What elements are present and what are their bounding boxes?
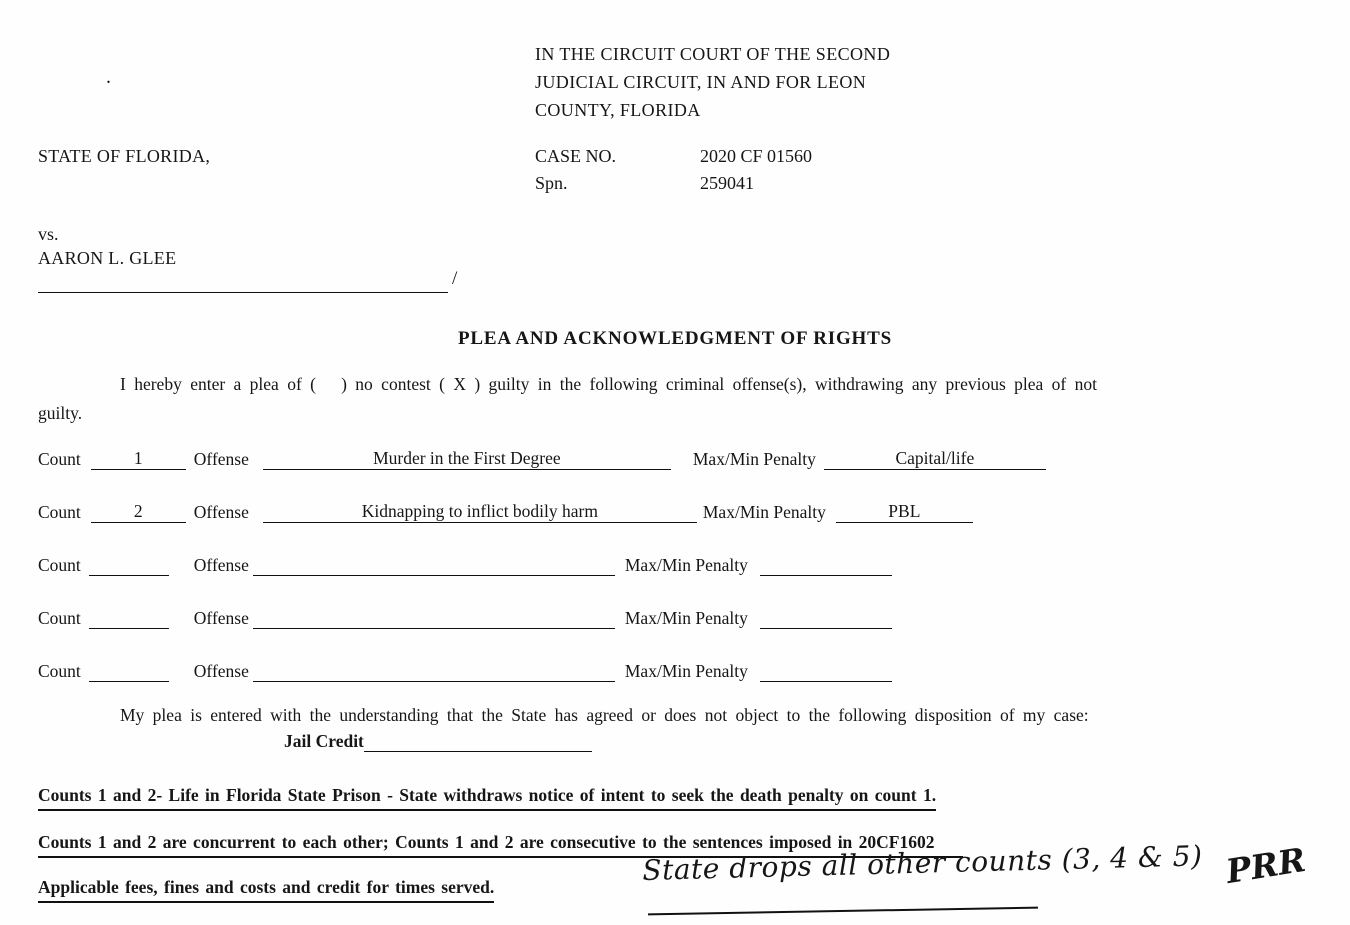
handwritten-note-underline bbox=[648, 907, 1038, 916]
offense-field bbox=[253, 627, 615, 629]
count-label: Count bbox=[38, 449, 81, 469]
party-line-terminator: / bbox=[452, 268, 458, 289]
document-title: PLEA AND ACKNOWLEDGMENT OF RIGHTS bbox=[458, 328, 892, 349]
jail-credit-line bbox=[284, 731, 592, 752]
penalty-field: PBL bbox=[836, 501, 973, 523]
penalty-field: Capital/life bbox=[824, 448, 1046, 470]
case-number-label: CASE NO. bbox=[535, 146, 617, 166]
offense-field: Murder in the First Degree bbox=[263, 448, 671, 470]
offense-field bbox=[253, 680, 615, 682]
statement-text: Counts 1 and 2- Life in Florida State Prison - State withdraws notice of intent to seek the death penalty on count 1. bbox=[38, 785, 936, 811]
statement-text: Applicable fees, fines and costs and credit for times served. bbox=[38, 877, 494, 903]
penalty-label: Max/Min Penalty bbox=[624, 608, 748, 628]
penalty-field bbox=[760, 627, 892, 629]
penalty-label: Max/Min Penalty bbox=[702, 502, 826, 522]
count-row bbox=[38, 550, 892, 576]
offense-label: Offense bbox=[193, 502, 249, 522]
count-row bbox=[38, 603, 892, 629]
penalty-label: Max/Min Penalty bbox=[624, 661, 748, 681]
offense-field: Kidnapping to inflict bodily harm bbox=[263, 501, 697, 523]
court-header-line: JUDICIAL CIRCUIT, IN AND FOR LEON bbox=[535, 72, 867, 92]
count-number-field bbox=[89, 627, 169, 629]
count-row bbox=[38, 656, 892, 682]
handwritten-prr: PRR bbox=[1223, 840, 1309, 891]
disposition-intro: My plea is entered with the understanding that the State has agreed or does not object to the following disposition of my case: bbox=[120, 705, 1089, 725]
count-label: Count bbox=[38, 608, 81, 628]
defendant-name: AARON L. GLEE bbox=[38, 248, 177, 268]
offense-label: Offense bbox=[193, 449, 249, 469]
count-number-field bbox=[89, 680, 169, 682]
statement-text: Counts 1 and 2 are concurrent to each other; Counts 1 and 2 are consecutive to the sentences imposed in 20CF1602 bbox=[38, 832, 963, 858]
handwritten-note: State drops all other counts (3, 4 & 5) bbox=[642, 839, 1203, 887]
penalty-label: Max/Min Penalty bbox=[692, 449, 816, 469]
offense-label: Offense bbox=[193, 608, 249, 628]
disposition-statement bbox=[38, 785, 936, 811]
spn-value: 259041 bbox=[700, 173, 754, 193]
count-label: Count bbox=[38, 555, 81, 575]
scan-artifact-dot: . bbox=[106, 66, 111, 88]
disposition-statement bbox=[38, 877, 494, 903]
count-number-field: 1 bbox=[91, 448, 186, 470]
case-number-value: 2020 CF 01560 bbox=[700, 146, 813, 166]
count-row bbox=[38, 444, 1046, 470]
count-number-field: 2 bbox=[91, 501, 186, 523]
jail-credit-field bbox=[364, 732, 592, 752]
court-header-line: COUNTY, FLORIDA bbox=[535, 100, 701, 120]
offense-label: Offense bbox=[193, 555, 249, 575]
plea-intro-line: I hereby enter a plea of ( ) no contest ( X ) guilty in the following criminal offense(s), withdrawing any previous plea of not bbox=[120, 374, 1097, 394]
court-header-line: IN THE CIRCUIT COURT OF THE SECOND bbox=[535, 44, 891, 64]
plea-intro-line: guilty. bbox=[38, 403, 83, 423]
party-separator-line bbox=[38, 292, 448, 293]
vs-label: vs. bbox=[38, 224, 59, 244]
penalty-field bbox=[760, 680, 892, 682]
count-label: Count bbox=[38, 661, 81, 681]
offense-label: Offense bbox=[193, 661, 249, 681]
penalty-field bbox=[760, 574, 892, 576]
count-row bbox=[38, 497, 973, 523]
penalty-label: Max/Min Penalty bbox=[624, 555, 748, 575]
spn-label: Spn. bbox=[535, 173, 568, 193]
jail-credit-label: Jail Credit bbox=[284, 731, 364, 751]
count-label: Count bbox=[38, 502, 81, 522]
offense-field bbox=[253, 574, 615, 576]
count-number-field bbox=[89, 574, 169, 576]
plaintiff-name: STATE OF FLORIDA, bbox=[38, 146, 211, 166]
court-header bbox=[535, 40, 890, 124]
